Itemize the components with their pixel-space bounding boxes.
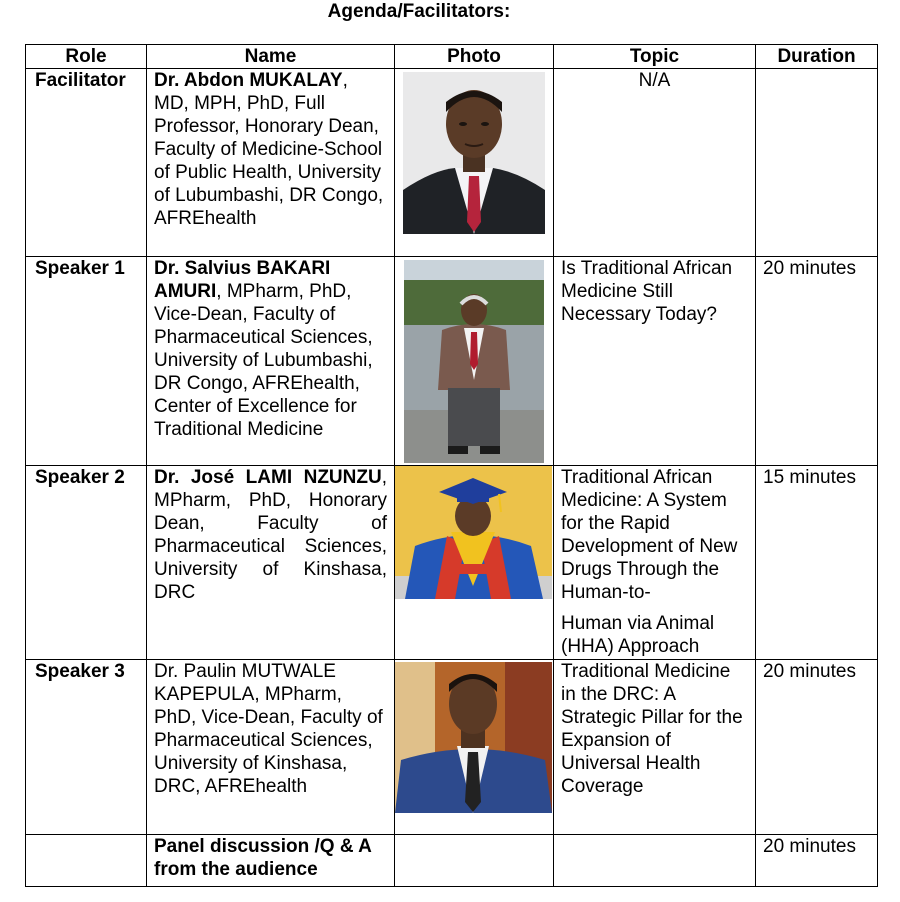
table-row [26, 835, 878, 887]
header-duration: Duration [756, 45, 878, 69]
name-cell: Panel discussion /Q & A from the audience [147, 835, 395, 887]
table-row [26, 257, 878, 466]
duration-cell [756, 69, 878, 257]
photo-cell [395, 466, 554, 660]
header-name: Name [147, 45, 395, 69]
duration-cell: 20 minutes [756, 660, 878, 835]
topic-cell: Is Traditional African Medicine Still Necessary Today? [554, 257, 756, 466]
topic-text-continued: Human via Animal (HHA) Approach [561, 613, 715, 657]
role-cell: Speaker 2 [26, 466, 147, 660]
agenda-table [25, 44, 878, 887]
name-cell [147, 257, 395, 466]
header-photo: Photo [395, 45, 554, 69]
name-cell [147, 466, 395, 660]
role-cell [26, 835, 147, 887]
table-row [26, 466, 878, 660]
topic-cell [554, 466, 756, 660]
duration-cell: 20 minutes [756, 835, 878, 887]
header-row [26, 45, 878, 69]
photo-cell [395, 660, 554, 835]
speaker-1-photo [404, 260, 544, 463]
page-title: Agenda/Facilitators: [327, 1, 511, 22]
table-row [26, 660, 878, 835]
name-details: , MD, MPH, PhD, Full Professor, Honorary Dean, Faculty of Medicine-School of Public Health, University of Lubumbashi, DR Congo, AFREhealth [154, 70, 384, 229]
role-cell: Speaker 3 [26, 660, 147, 835]
name-bold: Dr. Abdon MUKALAY [154, 70, 343, 91]
topic-cell: Traditional Medicine in the DRC: A Strategic Pillar for the Expansion of Universal Health Coverage [554, 660, 756, 835]
role-cell: Facilitator [26, 69, 147, 257]
facilitator-photo [403, 72, 545, 234]
name-details: , MPharm, PhD, Vice-Dean, Faculty of Pharmaceutical Sciences, University of Lubumbashi, DR Congo, AFREhealth, Center of Excellence for Traditional Medicine [154, 281, 373, 440]
name-bold: Dr. José LAMI NZUNZU [154, 467, 382, 488]
name-bold: Dr. Salvius BAKARI AMURI [154, 258, 331, 302]
speaker-2-photo [395, 466, 552, 599]
role-cell: Speaker 1 [26, 257, 147, 466]
topic-cell [554, 835, 756, 887]
duration-cell: 20 minutes [756, 257, 878, 466]
topic-text-main: Traditional African Medicine: A System for the Rapid Development of New Drugs Through the Human-to- [561, 467, 738, 603]
name-details: , MPharm, PhD, Honorary Dean, Faculty of Pharmaceutical Sciences, University of Kinshasa, DRC [154, 467, 387, 603]
name-cell [147, 69, 395, 257]
photo-cell [395, 835, 554, 887]
header-topic: Topic [554, 45, 756, 69]
photo-cell [395, 69, 554, 257]
photo-cell [395, 257, 554, 466]
duration-cell: 15 minutes [756, 466, 878, 660]
header-role: Role [26, 45, 147, 69]
speaker-3-photo [395, 662, 552, 813]
name-cell: Dr. Paulin MUTWALE KAPEPULA, MPharm, PhD, Vice-Dean, Faculty of Pharmaceutical Sciences, University of Kinshasa, DRC, AFREhealth [147, 660, 395, 835]
topic-cell: N/A [554, 69, 756, 257]
table-row [26, 69, 878, 257]
